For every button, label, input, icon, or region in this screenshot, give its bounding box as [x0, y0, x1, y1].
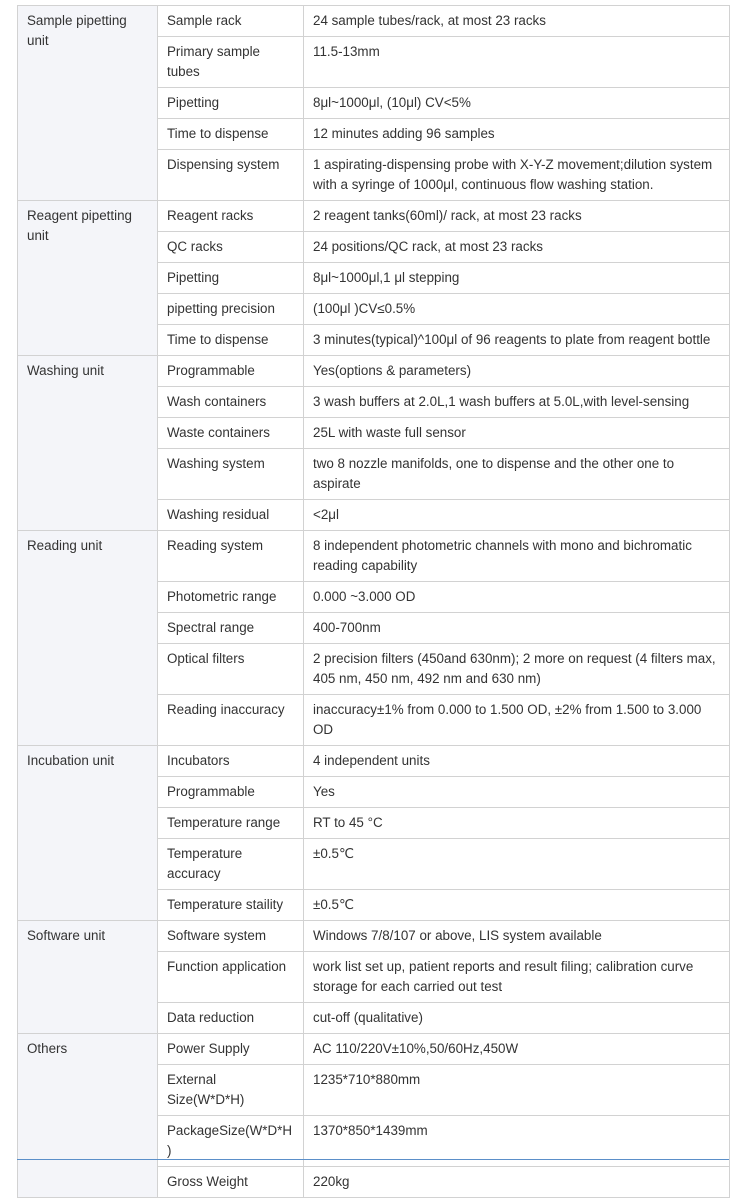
- parameter-cell: Time to dispense: [158, 119, 304, 150]
- parameter-cell: Reading system: [158, 531, 304, 582]
- parameter-cell: Wash containers: [158, 387, 304, 418]
- parameter-cell: Washing residual: [158, 500, 304, 531]
- parameter-cell: Reading inaccuracy: [158, 695, 304, 746]
- value-cell: 1235*710*880mm: [304, 1065, 730, 1116]
- table-row: [18, 746, 730, 777]
- parameter-cell: Optical filters: [158, 644, 304, 695]
- parameter-cell: Waste containers: [158, 418, 304, 449]
- value-cell: <2μl: [304, 500, 730, 531]
- parameter-cell: Pipetting: [158, 263, 304, 294]
- value-cell: 24 positions/QC rack, at most 23 racks: [304, 232, 730, 263]
- parameter-cell: Software system: [158, 921, 304, 952]
- parameter-cell: Primary sample tubes: [158, 37, 304, 88]
- value-cell: 11.5-13mm: [304, 37, 730, 88]
- value-cell: Yes(options & parameters): [304, 356, 730, 387]
- parameter-cell: pipetting precision: [158, 294, 304, 325]
- parameter-cell: Reagent racks: [158, 201, 304, 232]
- category-cell: Sample pipetting unit: [18, 6, 158, 201]
- value-cell: Windows 7/8/107 or above, LIS system available: [304, 921, 730, 952]
- bottom-divider: [17, 1159, 729, 1160]
- parameter-cell: External Size(W*D*H): [158, 1065, 304, 1116]
- category-cell: Incubation unit: [18, 746, 158, 921]
- value-cell: RT to 45 °C: [304, 808, 730, 839]
- parameter-cell: Washing system: [158, 449, 304, 500]
- value-cell: work list set up, patient reports and result filing; calibration curve storage for each carried out test: [304, 952, 730, 1003]
- table-row: [18, 201, 730, 232]
- value-cell: AC 110/220V±10%,50/60Hz,450W: [304, 1034, 730, 1065]
- table-row: [18, 531, 730, 582]
- category-cell: Software unit: [18, 921, 158, 1034]
- parameter-cell: Temperature staility: [158, 890, 304, 921]
- value-cell: ±0.5℃: [304, 890, 730, 921]
- category-cell: Reading unit: [18, 531, 158, 746]
- parameter-cell: Programmable: [158, 777, 304, 808]
- parameter-cell: Data reduction: [158, 1003, 304, 1034]
- value-cell: 3 minutes(typical)^100μl of 96 reagents to plate from reagent bottle: [304, 325, 730, 356]
- value-cell: 4 independent units: [304, 746, 730, 777]
- value-cell: ±0.5℃: [304, 839, 730, 890]
- value-cell: 400-700nm: [304, 613, 730, 644]
- parameter-cell: Gross Weight: [158, 1167, 304, 1198]
- parameter-cell: Dispensing system: [158, 150, 304, 201]
- value-cell: 25L with waste full sensor: [304, 418, 730, 449]
- table-row: [18, 921, 730, 952]
- value-cell: (100μl )CV≤0.5%: [304, 294, 730, 325]
- value-cell: 0.000 ~3.000 OD: [304, 582, 730, 613]
- parameter-cell: Photometric range: [158, 582, 304, 613]
- parameter-cell: Programmable: [158, 356, 304, 387]
- value-cell: cut-off (qualitative): [304, 1003, 730, 1034]
- table-row: [18, 356, 730, 387]
- parameter-cell: Time to dispense: [158, 325, 304, 356]
- value-cell: 2 reagent tanks(60ml)/ rack, at most 23 racks: [304, 201, 730, 232]
- parameter-cell: Temperature accuracy: [158, 839, 304, 890]
- value-cell: 1370*850*1439mm: [304, 1116, 730, 1167]
- parameter-cell: Power Supply: [158, 1034, 304, 1065]
- parameter-cell: QC racks: [158, 232, 304, 263]
- value-cell: 1 aspirating-dispensing probe with X-Y-Z movement;dilution system with a syringe of 1000μl, continuous flow washing station.: [304, 150, 730, 201]
- value-cell: 3 wash buffers at 2.0L,1 wash buffers at 5.0L,with level-sensing: [304, 387, 730, 418]
- table-row: [18, 6, 730, 37]
- value-cell: 12 minutes adding 96 samples: [304, 119, 730, 150]
- category-cell: Reagent pipetting unit: [18, 201, 158, 356]
- parameter-cell: Temperature range: [158, 808, 304, 839]
- value-cell: 2 precision filters (450and 630nm); 2 more on request (4 filters max, 405 nm, 450 nm, 492 nm and 630 nm): [304, 644, 730, 695]
- value-cell: two 8 nozzle manifolds, one to dispense and the other one to aspirate: [304, 449, 730, 500]
- value-cell: 8μl~1000μl,1 μl stepping: [304, 263, 730, 294]
- spec-table-body: [18, 6, 730, 1198]
- value-cell: 24 sample tubes/rack, at most 23 racks: [304, 6, 730, 37]
- parameter-cell: Pipetting: [158, 88, 304, 119]
- category-cell: Others: [18, 1034, 158, 1198]
- spec-table: [17, 5, 730, 1198]
- value-cell: 8μl~1000μl, (10μl) CV<5%: [304, 88, 730, 119]
- table-row: [18, 1034, 730, 1065]
- parameter-cell: Sample rack: [158, 6, 304, 37]
- value-cell: 220kg: [304, 1167, 730, 1198]
- parameter-cell: Spectral range: [158, 613, 304, 644]
- value-cell: Yes: [304, 777, 730, 808]
- value-cell: 8 independent photometric channels with mono and bichromatic reading capability: [304, 531, 730, 582]
- spec-table-container: [17, 5, 729, 1198]
- parameter-cell: Function application: [158, 952, 304, 1003]
- value-cell: inaccuracy±1% from 0.000 to 1.500 OD, ±2% from 1.500 to 3.000 OD: [304, 695, 730, 746]
- parameter-cell: PackageSize(W*D*H ): [158, 1116, 304, 1167]
- parameter-cell: Incubators: [158, 746, 304, 777]
- category-cell: Washing unit: [18, 356, 158, 531]
